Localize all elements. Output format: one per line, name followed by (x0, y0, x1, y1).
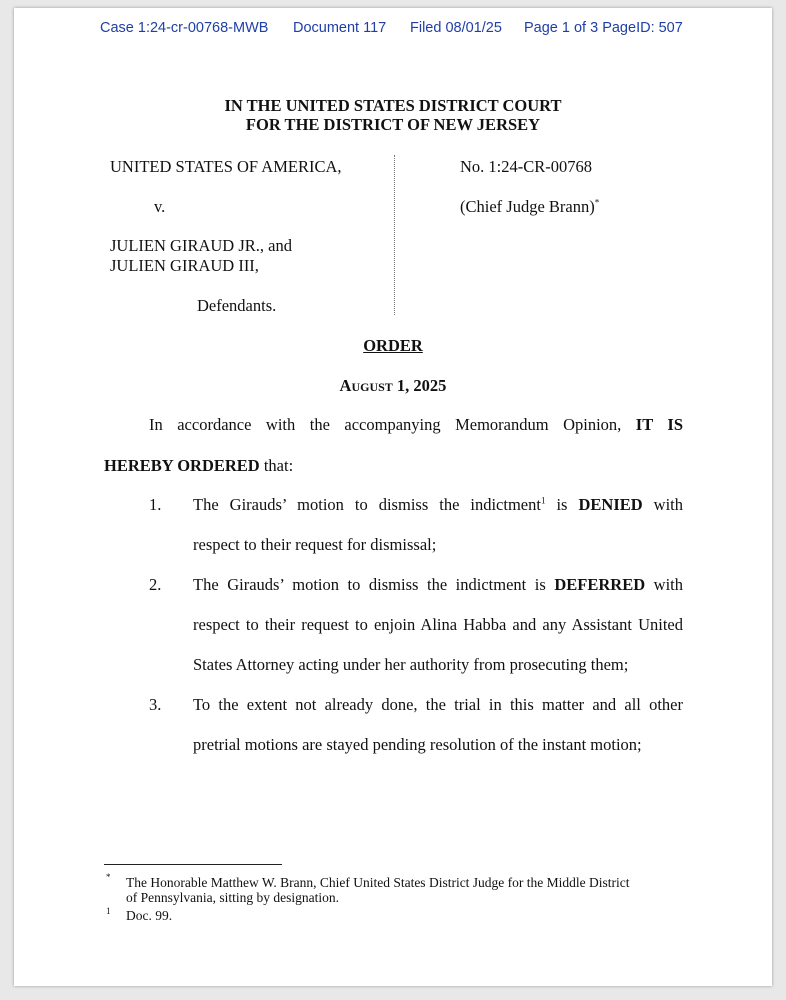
item-2-line-2: respect to their request to enjoin Alina Habba and any Assistant United (193, 615, 683, 634)
item-2-number: 2. (149, 575, 162, 594)
intro-text: In accordance with the accompanying Memorandum Opinion, (149, 415, 622, 434)
page-info-header: Page 1 of 3 PageID: 507 (524, 20, 683, 36)
defendant-1: JULIEN GIRAUD JR., and (110, 236, 292, 255)
order-title: ORDER (363, 336, 423, 355)
judge-footnote-mark: * (594, 197, 600, 208)
plaintiff: UNITED STATES OF AMERICA, (110, 157, 342, 176)
judge-name: (Chief Judge Brann) (460, 197, 595, 216)
defendants-label: Defendants. (197, 296, 277, 315)
footnote-1-mark: 1 (540, 495, 546, 506)
item-3-line-1: To the extent not already done, the trial in this matter and all other (193, 695, 683, 714)
footnote-star-text: The Honorable Matthew W. Brann, Chief United States District Judge for the Middle District of Pennsylvania, sitting by designation. (126, 875, 630, 905)
intro-bold-1: IT IS (635, 415, 683, 434)
item-1-line-1: The Girauds’ motion to dismiss the indictment$^1$ is DENIED with (193, 495, 684, 514)
item-2-line-1: The Girauds’ motion to dismiss the indictment is DEFERRED with (193, 575, 684, 594)
footnote-separator (104, 864, 282, 865)
court-line-1: IN THE UNITED STATES DISTRICT COURT (224, 96, 562, 115)
case-number: No. 1:24-CR-00768 (460, 157, 592, 176)
footnote-1-label: 1 (106, 906, 111, 916)
filed-date-header: Filed 08/01/25 (410, 20, 502, 36)
footnote-star-mark: * (106, 872, 111, 882)
item-1-number: 1. (149, 495, 162, 514)
intro-tail: that: (263, 456, 294, 475)
intro-line-1 (149, 415, 683, 435)
item-2-line-3: States Attorney acting under her authority from prosecuting them; (193, 655, 629, 674)
defendant-2: JULIEN GIRAUD III, (110, 256, 259, 275)
caption-divider (394, 155, 395, 315)
footnote-1-text: Doc. 99. (126, 908, 173, 923)
court-line-2: FOR THE DISTRICT OF NEW JERSEY (245, 115, 541, 134)
intro-bold-2: HEREBY ORDERED (104, 456, 260, 475)
item-3-number: 3. (149, 695, 162, 714)
versus: v. (154, 197, 166, 216)
case-number-header: Case 1:24-cr-00768-MWB (100, 20, 269, 36)
order-date: August 1, 2025 (339, 376, 447, 395)
judge-assignment (460, 197, 599, 217)
intro-line-2 (104, 456, 293, 476)
item-1-line-2: respect to their request for dismissal; (193, 535, 437, 554)
court-heading (0, 96, 786, 134)
document-number-header: Document 117 (293, 20, 387, 36)
item-3-line-2: pretrial motions are stayed pending resolution of the instant motion; (193, 735, 642, 754)
